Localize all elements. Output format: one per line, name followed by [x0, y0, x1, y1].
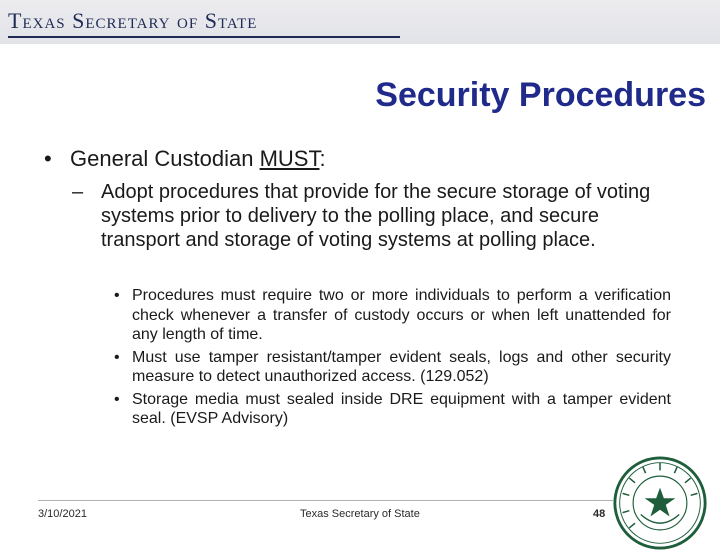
point-text: Storage media must sealed inside DRE equipment with a tamper evident seal. (EVSP Advisory) — [132, 390, 671, 427]
sub-bullet-text: Adopt procedures that provide for the secure storage of voting systems prior to delivery to the polling place, and secure transport and storage of voting systems at polling place. — [101, 181, 651, 251]
main-bullet-lead: General Custodian — [70, 146, 260, 171]
header-title-s2: S — [204, 8, 218, 33]
point-text: Must use tamper resistant/tamper evident seals, logs and other security measure to detect unauthorized access. (129.052) — [132, 348, 671, 385]
slide-title: Security Procedures — [375, 76, 706, 114]
page-number: 48 — [593, 508, 606, 520]
header-title-exas: EXAS — [22, 16, 66, 32]
main-bullet-emphasis: MUST — [259, 146, 320, 171]
texas-seal-icon — [612, 455, 708, 551]
header-title-ecretary: ECRETARY — [85, 16, 171, 32]
list-item — [114, 348, 671, 387]
header-title-of: OF — [177, 16, 199, 32]
footer-date: 3/10/2021 — [38, 508, 87, 520]
header-title-tate: TATE — [217, 16, 258, 32]
point-list — [114, 286, 671, 432]
header-band — [0, 0, 720, 44]
bullet-dot: • — [44, 146, 52, 171]
main-bullet-trail: : — [319, 146, 326, 171]
bullet-dot: • — [114, 390, 120, 408]
header-title-t: T — [8, 8, 23, 33]
header-title-s1: S — [72, 8, 86, 33]
sub-bullet — [72, 180, 672, 252]
bullet-dot: • — [114, 348, 120, 366]
header-rule — [8, 36, 400, 38]
list-item — [114, 390, 671, 429]
footer-rule — [38, 500, 613, 501]
point-text: Procedures must require two or more individuals to perform a verification check whenever a transfer of custody occurs or when left unattended for any length of time. — [132, 287, 671, 343]
main-bullet — [44, 146, 684, 172]
header-title — [8, 8, 257, 34]
bullet-dot: • — [114, 287, 120, 304]
footer-org: Texas Secretary of State — [300, 508, 420, 520]
sub-bullet-dash: – — [72, 181, 84, 203]
list-item — [114, 286, 671, 345]
